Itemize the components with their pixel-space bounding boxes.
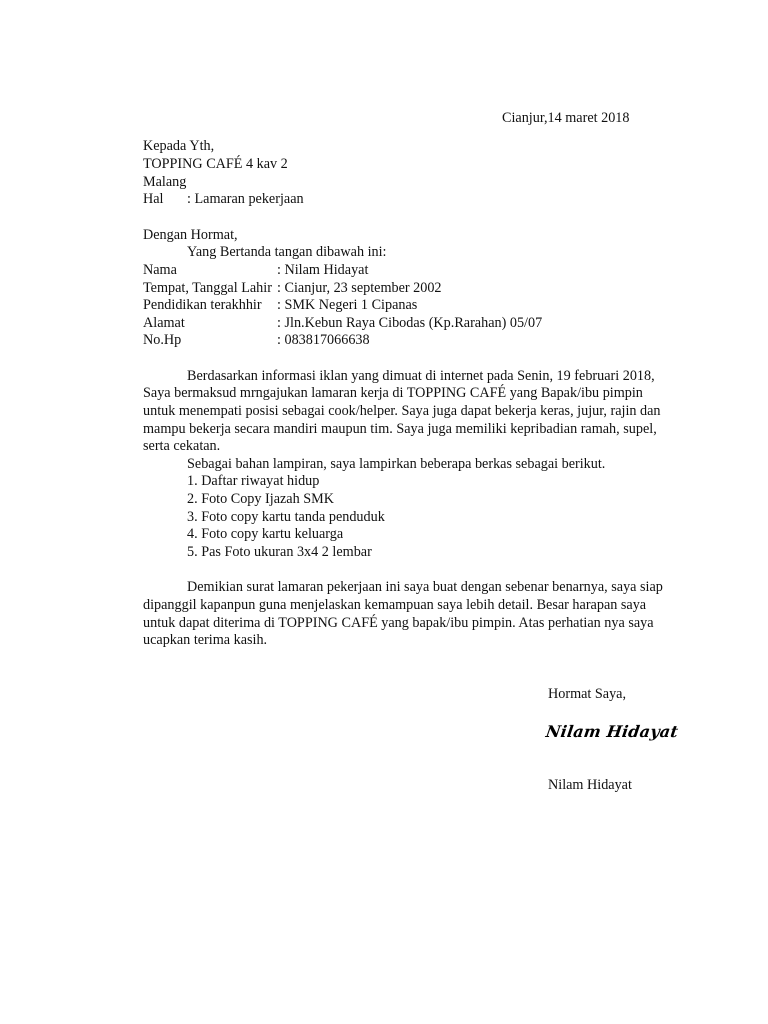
paragraph-line: ucapkan terima kasih.: [143, 632, 268, 648]
field-value: : SMK Negeri 1 Cipanas: [277, 297, 418, 313]
list-item: 1. Daftar riwayat hidup: [187, 473, 320, 489]
recipient-company: TOPPING CAFÉ 4 kav 2: [143, 156, 288, 172]
field-value: : 083817066638: [277, 332, 370, 348]
field-value: : Jln.Kebun Raya Cibodas (Kp.Rarahan) 05/07: [277, 315, 543, 331]
list-item: 2. Foto Copy Ijazah SMK: [187, 491, 334, 507]
field-label: Nama: [143, 262, 177, 278]
paragraph-line: mampu bekerja secara mandiri maupun tim. Saya juga memiliki kepribadian ramah, supel,: [143, 421, 657, 437]
field-label: Pendidikan terakhhir: [143, 297, 262, 313]
handwritten-signature: Nilam Hidayat: [544, 722, 680, 741]
field-label: Alamat: [143, 315, 185, 331]
intro-line: Yang Bertanda tangan dibawah ini:: [187, 244, 387, 260]
attachments-intro: Sebagai bahan lampiran, saya lampirkan beberapa berkas sebagai berikut.: [187, 456, 606, 472]
closing-line: Hormat Saya,: [548, 686, 627, 702]
paragraph-line: Saya bermaksud mrngajukan lamaran kerja di TOPPING CAFÉ yang Bapak/ibu pimpin: [143, 385, 643, 401]
list-item: 3. Foto copy kartu tanda penduduk: [187, 509, 385, 525]
paragraph-line: serta cekatan.: [143, 438, 221, 454]
paragraph-line: Berdasarkan informasi iklan yang dimuat di internet pada Senin, 19 februari 2018,: [187, 368, 655, 384]
field-value: : Cianjur, 23 september 2002: [277, 280, 442, 296]
list-item: 4. Foto copy kartu keluarga: [187, 526, 344, 542]
subject-value: : Lamaran pekerjaan: [187, 191, 304, 207]
salutation: Dengan Hormat,: [143, 227, 238, 243]
list-item: 5. Pas Foto ukuran 3x4 2 lembar: [187, 544, 372, 560]
paragraph-line: dipanggil kapanpun guna menjelaskan kemampuan saya lebih detail. Besar harapan saya: [143, 597, 647, 613]
field-value: : Nilam Hidayat: [277, 262, 369, 278]
recipient-greeting: Kepada Yth,: [143, 138, 215, 154]
date-line: Cianjur,14 maret 2018: [502, 110, 630, 126]
recipient-city: Malang: [143, 174, 187, 190]
field-label: Tempat, Tanggal Lahir: [143, 280, 272, 296]
paragraph-line: untuk menempati posisi sebagai cook/helper. Saya juga dapat bekerja keras, jujur, rajin dan: [143, 403, 661, 419]
signed-name: Nilam Hidayat: [548, 777, 632, 793]
subject-label: Hal: [143, 191, 164, 207]
paragraph-line: untuk dapat diterima di TOPPING CAFÉ yang bapak/ibu pimpin. Atas perhatian nya saya: [143, 615, 654, 631]
paragraph-line: Demikian surat lamaran pekerjaan ini saya buat dengan sebenar benarnya, saya siap: [187, 579, 663, 595]
field-label: No.Hp: [143, 332, 182, 348]
